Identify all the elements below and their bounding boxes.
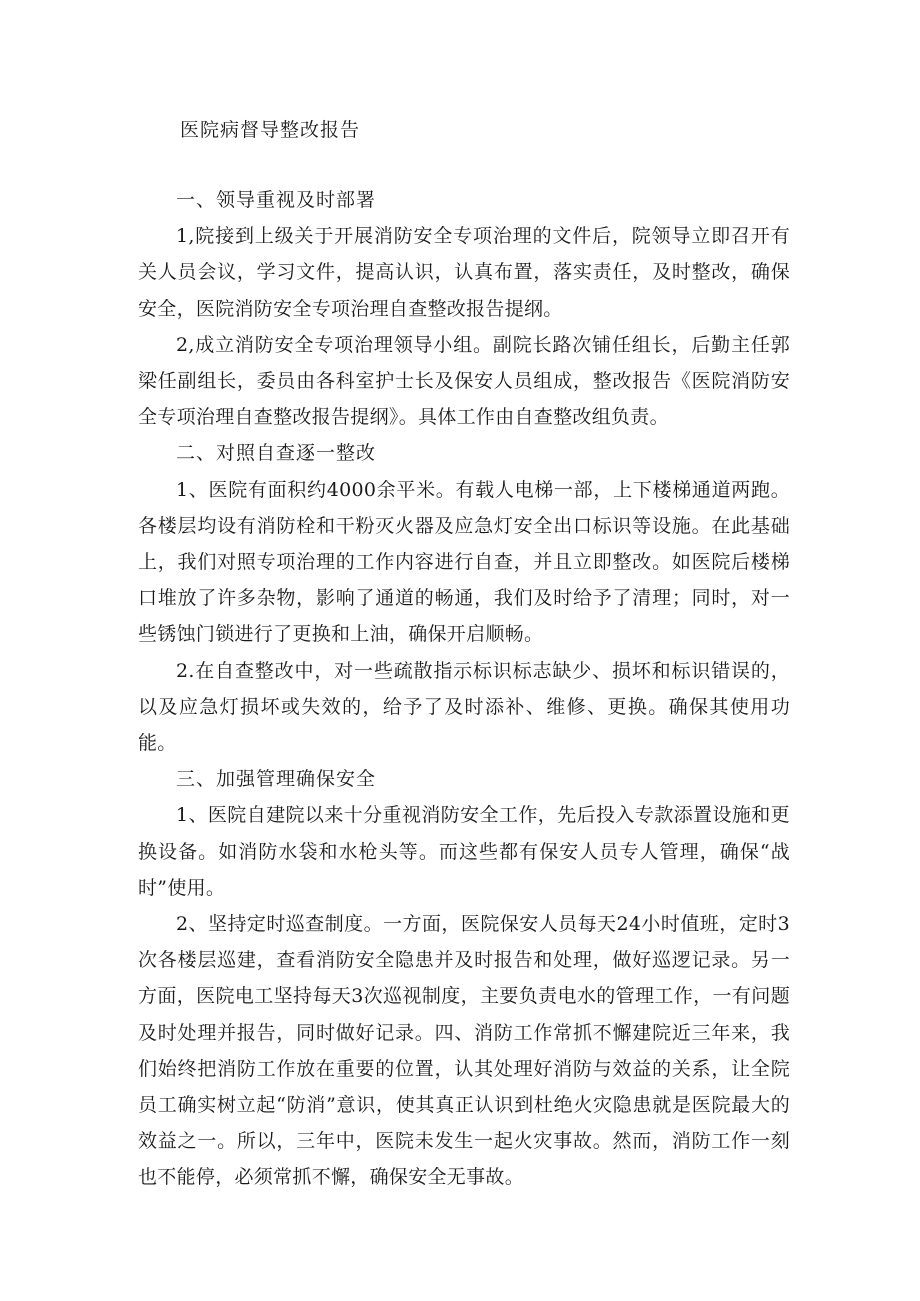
paragraph: 1、医院有面积约4000余平米。有载人电梯一部，上下楼梯通道两跑。各楼层均设有消防栓和干粉灭火器及应急灯安全出口标识等设施。在此基础上，我们对照专项治理的工作内容进行自查，并且立即整改。如医院后楼梯口堆放了许多杂物，影响了通道的畅通，我们及时给予了清理；同时，对一些锈蚀门锁进行了更换和上油，确保开启顺畅。 bbox=[138, 478, 790, 646]
paragraph: 1,院接到上级关于开展消防安全专项治理的文件后，院领导立即召开有关人员会议，学习文件，提高认识，认真布置，落实责任，及时整改，确保安全，医院消防安全专项治理自查整改报告提纲。 bbox=[138, 225, 790, 320]
section-heading: 一、领导重视及时部署 bbox=[176, 189, 377, 211]
section-management bbox=[138, 761, 790, 1195]
document-title: 医院病督导整改报告 bbox=[180, 119, 361, 141]
paragraph: 2.在自查整改中，对一些疏散指示标识标志缺少、损坏和标识错误的，以及应急灯损坏或失效的，给予了及时添补、维修、更换。确保其使用功能。 bbox=[138, 659, 790, 755]
section-heading: 三、加强管理确保安全 bbox=[176, 768, 377, 791]
section-self-inspection bbox=[138, 435, 790, 761]
paragraph: 2,成立消防安全专项治理领导小组。副院长路次铺任组长，后勤主任郭梁任副组长，委员由各科室护士长及保安人员组成，整改报告《医院消防安全专项治理自查整改报告提纲》。具体工作由自查整改组负责。 bbox=[138, 333, 790, 429]
paragraph: 2、坚持定时巡查制度。一方面，医院保安人员每天24小时值班，定时3次各楼层巡建，查看消防安全隐患并及时报告和处理，做好巡逻记录。另一方面，医院电工坚持每天3次巡视制度，主要负责电水的管理工作，一有问题及时处理并报告，同时做好记录。四、消防工作常抓不懈建院近三年来，我们始终把消防工作放在重要的位置，认其处理好消防与效益的关系，让全院员工确实树立起“防消”意识，使其真正认识到杜绝火灾隐患就是医院最大的效益之一。所以，三年中，医院未发生一起火灾事故。然而，消防工作一刻也不能停，必须常抓不懈，确保安全无事故。 bbox=[138, 913, 790, 1189]
section-leadership bbox=[138, 182, 790, 435]
document-body bbox=[138, 182, 790, 1196]
paragraph: 1、医院自建院以来十分重视消防安全工作，先后投入专款添置设施和更换设备。如消防水袋和水枪头等。而这些都有保安人员专人管理，确保“战时”使用。 bbox=[138, 804, 790, 899]
section-heading: 二、对照自查逐一整改 bbox=[176, 442, 377, 465]
